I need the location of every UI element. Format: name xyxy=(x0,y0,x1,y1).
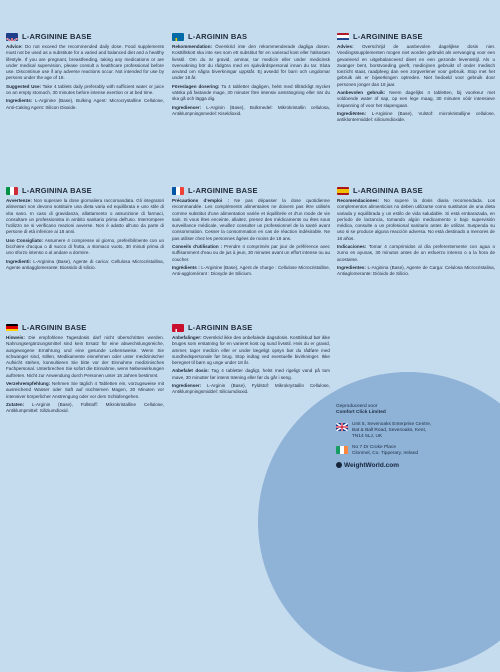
ireland-address-lines xyxy=(352,445,418,457)
ingredients-label: Ingrédients : xyxy=(172,264,200,270)
ingredients-label: Ingredienti: xyxy=(6,258,32,264)
usage-text: Tag 4 tabletter dagligt, helst med rigeligt vand på tom mave, 30 minutter før intens træning eller før du går i seng. xyxy=(172,368,331,380)
usage-paragraph xyxy=(6,238,164,257)
ingredients-text: L-Arginin (Base), Füllstoff: Mikrokristalline Cellulose, Antiklumpmittel: Siliziumdioxid. xyxy=(6,401,164,414)
address-line: Unit 5, Sevenoaks Enterprise Centre, xyxy=(352,422,432,427)
usage-label: Uso Consigliato: xyxy=(6,237,44,243)
panel-title: L-ARGININE BASE xyxy=(353,32,423,41)
advice-paragraph xyxy=(172,44,330,82)
ingredients-paragraph xyxy=(6,259,164,272)
panel-spanish xyxy=(337,185,495,280)
usage-paragraph xyxy=(172,244,330,263)
advice-text: Ne pas dépasser la dose quotidienne recommandée. Les compléments alimentaires ne doivent pas être utilisés comme substitut d'une alimentation variée et équilibrée et d'un mode de vie sain. Si vous êtes enceinte, allaitez, prenez des médicaments ou êtes sous surveillance médicale, veuillez consulter un professionnel de la santé avant consommation. Cesser la consommation en cas de réaction indésirable. Ne pas utiliser chez les personnes âgées de moins de 18 ans. xyxy=(172,198,330,241)
spain-flag-icon xyxy=(337,187,349,195)
usage-label: Verzehrempfehlung: xyxy=(6,381,51,387)
usage-label: Anbefalet dosis: xyxy=(172,368,209,374)
brand-name: WeightWorld.com xyxy=(344,462,400,469)
usage-paragraph xyxy=(6,381,164,400)
usage-label: Conseils d'utilisation : xyxy=(172,244,223,250)
advice-label: Anbefalinger: xyxy=(172,335,202,340)
usage-text: Ta 4 tabletter dagligen, helst med tillräckligt mycket vätska på fastande mage, 30 minuter före intensiv ansträngning eller när du ska gå och lägga dig. xyxy=(172,83,331,102)
panel-header xyxy=(172,185,330,196)
usage-paragraph xyxy=(172,84,330,103)
usage-paragraph xyxy=(337,90,495,109)
panel-title: L-ARGININ BASE xyxy=(188,323,253,332)
ireland-address xyxy=(336,445,486,457)
ingredients-paragraph xyxy=(6,402,164,415)
usage-text: Take 4 tablets daily preferably with sufficient water or juice on an empty stomach, 30 minutes before intense exertion or at bed time. xyxy=(6,83,164,96)
sweden-flag-icon xyxy=(172,33,184,41)
ingredients-label: Ingrediënten: xyxy=(337,110,367,116)
ingredients-paragraph xyxy=(6,98,164,111)
address-line: Clonmel, Co. Tipperary, Ireland xyxy=(352,451,419,456)
panel-header xyxy=(337,185,495,196)
ingredients-label: Ingredienser: xyxy=(172,383,202,389)
panel-header xyxy=(6,322,164,333)
advice-text: Do not exceed the recommended daily dose. Food supplements must not be used as a substitute for a varied and balanced diet and a healthy lifestyle. If you are pregnant, breastfeeding, taking any medications or are under medical supervision, please consult a healthcare professional before use. Discontinue use if any adverse reactions occur. Not intended for use by persons under the age of 18. xyxy=(6,44,164,81)
panel-header xyxy=(172,31,330,42)
ingredients-label: Ingredienser: xyxy=(172,104,202,110)
ingredients-text: L-Arginina (Base), Agente di carica: Cellulosa Microcristallina, Agente antiagglomerante: Biossido di silicio. xyxy=(6,258,164,270)
usage-label: Föreslagen dosering: xyxy=(172,83,220,89)
panel-text xyxy=(337,44,495,124)
panel-title: L-ARGININE BASE xyxy=(188,186,258,195)
panel-german xyxy=(6,322,164,417)
usage-text: Assumere 4 compresse al giorno, preferibilmente con un bicchiere d'acqua o di succo di frutta, a stomaco vuoto, 30 minuti prima di uno sforzo intenso o al andare a dormire. xyxy=(6,237,164,256)
panel-title: L-ARGININA BASE xyxy=(22,186,92,195)
germany-flag-icon xyxy=(6,324,18,332)
panel-text xyxy=(6,335,164,415)
panel-english xyxy=(6,31,164,113)
advice-label: Précautions d'emploi : xyxy=(172,198,230,203)
usage-label: Aanbevolen gebruik: xyxy=(337,90,386,96)
advice-label: Advice: xyxy=(6,44,23,49)
panel-title: L-ARGININ BASE xyxy=(22,323,87,332)
ingredients-paragraph xyxy=(172,105,330,118)
brand-website xyxy=(336,462,486,469)
advice-text: Överskrid inte den rekommenderade dagliga dosen. Kosttillskott ska inte ses som ett substitut för en varierad kost eller hälsosam livsstil. Om du är gravid, ammar, tar medicin eller under medicinsk övervakning bör du rådgöra med en sjukvårdspersonal innan du tar. Sluta använd om några biverkningar uppstår. Ej avsedd för barn och ungdomar under 18 år. xyxy=(172,44,330,81)
ireland-flag-icon xyxy=(336,446,348,454)
address-line: No 7 Dr Croke Place xyxy=(352,445,396,450)
advice-label: Rekommendation: xyxy=(172,44,213,49)
advice-paragraph xyxy=(6,198,164,236)
netherlands-flag-icon xyxy=(337,33,349,41)
panel-title: L-ARGININ BAS xyxy=(188,32,248,41)
manufacturer-contact xyxy=(336,404,486,469)
ingredients-text: L-Arginine (Base), Bulking Agent: Microcrystalline Cellulose, Anti-Caking Agent: Silicon Dioxide. xyxy=(6,98,164,110)
ingredients-text: L-Arginin (Base), Bulkmedel: Mikrokristallin cellulosa, Antiklumpningsmedel: Kiseldioxid. xyxy=(172,104,330,116)
ingredients-paragraph xyxy=(172,383,330,396)
ingredients-paragraph xyxy=(172,265,330,278)
denmark-flag-icon xyxy=(172,324,184,332)
uk-flag-icon xyxy=(6,33,18,41)
panel-header xyxy=(6,185,164,196)
address-line: Bat & Ball Road, Sevenoaks, Kent, xyxy=(352,428,427,433)
advice-text: Overschrijd de aanbevolen dagelijkse dosis niet. Voedingssupplementen mogen niet worden gebruikt als vervanging voor een gevarieerd en uitgebalanceerd dieet en een gezonde levensstijl. Als u zwanger bent, borstvoeding geeft, medicijnen gebruikt of onder medisch toezicht staat, raadpleeg dan een zorgverlener voor gebruik. Stop met het gebruik als er bijwerkingen optreden. Niet bedoeld voor gebruik door personen jonger dan 18 jaar. xyxy=(337,44,495,87)
ingredients-text: L-Arginina (Base), Agente de Carga: Celulosa Microcristalina, Antiaglomerante: Dióxido de Silicio. xyxy=(337,264,495,277)
panel-swedish xyxy=(172,31,330,119)
panel-header xyxy=(6,31,164,42)
panel-text xyxy=(172,335,330,396)
uk-address-lines xyxy=(352,422,431,440)
produced-for-label: Geproduceerd voor xyxy=(336,404,378,409)
usage-label: Suggested Use: xyxy=(6,83,42,89)
panel-dutch xyxy=(337,31,495,126)
panel-danish xyxy=(172,322,330,398)
address-line: TN14 5LJ, UK xyxy=(352,434,383,439)
panel-title: L-ARGININA BASE xyxy=(353,186,423,195)
advice-paragraph xyxy=(6,44,164,82)
panel-title: L-ARGININE BASE xyxy=(22,32,92,41)
ingredients-paragraph xyxy=(337,265,495,278)
advice-paragraph xyxy=(6,335,164,379)
usage-paragraph xyxy=(172,368,330,381)
advice-text: Die empfohlene Tagesdosis darf nicht überschritten werden. Nahrungsergänzungsmittel sind kein Ersatz für eine abwechslungsreiche, ausgewogene Ernährung und eine gesunde Lebensweise. Wenn Sie schwanger sind, stillen, Medikamente einnehmen oder unter medizinischer Aufsicht stehen, konsultieren Sie bitte vor der Einnahme medizinisches Fachpersonal. Unterbrechen Sie sofort die Einnahme, wenn Nebenwirkungen auftreten. Nicht zur Anwendung durch Personen unter 18 Jahren bestimmt. xyxy=(6,335,164,378)
panel-text xyxy=(172,198,330,278)
usage-paragraph xyxy=(337,244,495,263)
ingredients-text: L-Arginin (Base), Fyldstof: Mikrokrystallin Cellulose, Antiklumpningsmiddel: Siliciumdioxid. xyxy=(172,383,330,395)
ingredients-label: Ingredientes: xyxy=(337,264,366,270)
advice-paragraph xyxy=(172,335,330,366)
usage-text: Neem dagelijks 4 tabletten, bij voorkeur met voldoende water of sap, op een lege maag, 30 minuten vóór intensieve inspanning of voor het slapengaan. xyxy=(337,90,495,108)
ingredients-label: Zutaten: xyxy=(6,401,25,407)
ingredients-text: L-Arginine (Base), Vulstof: microkristallijne cellulose, antiklontermiddel: siliciumdioxide. xyxy=(337,110,495,123)
ingredients-text: L-Arginine (Base), Agent de charge : Cellulose Microcristalline, Anti-agglomérant : Dioxyde de Silicium. xyxy=(172,264,330,277)
usage-text: Tomar 4 comprimidos al día preferentemente con agua o zumo en ayunas, 30 minutos antes de un esfuerzo intenso o a la hora de acostarse. xyxy=(337,244,495,262)
panel-italian xyxy=(6,185,164,273)
advice-label: Advies: xyxy=(337,44,354,49)
italy-flag-icon xyxy=(6,187,18,195)
advice-label: Avvertenze: xyxy=(6,198,32,203)
france-flag-icon xyxy=(172,187,184,195)
panel-french xyxy=(172,185,330,280)
panel-header xyxy=(172,322,330,333)
ingredients-label: Ingredients: xyxy=(6,98,33,104)
advice-label: Recomendaciones: xyxy=(337,198,380,203)
panel-text xyxy=(6,198,164,271)
usage-paragraph xyxy=(6,84,164,97)
advice-label: Hinweis: xyxy=(6,335,25,340)
uk-address xyxy=(336,422,486,440)
advice-paragraph xyxy=(337,44,495,88)
usage-text: Nehmen Sie täglich 4 Tabletten ein, vorzugsweise mit ausreichend Wasser oder Saft auf nüchternen Magen, 30 Minuten vor intensiver körperlicher Anstrengung oder vor dem Schlafengehen. xyxy=(6,381,164,399)
usage-label: Indicaciones: xyxy=(337,244,367,250)
panel-text xyxy=(6,44,164,111)
panel-text xyxy=(337,198,495,278)
brand-logo-icon xyxy=(336,462,342,468)
usage-text: Prendre 4 comprimés par jour de préférence avec suffisamment d'eau ou de jus à jeun, 30 minutes avant un effort intense ou au coucher. xyxy=(172,244,330,262)
advice-text: No supere la dosis diaria recomendada. Los complementos alimenticios no deben utilizarse como sustitutos de una dieta variada y equilibrada y un estilo de vida saludable. Si está embarazada, en período de lactancia, tomando algún medicamento o bajo supervisión médica, consulte a un profesional sanitario antes de utilizar. Suspenda su uso si se produce alguna reacción adversa. No está destinado a menores de 18 años. xyxy=(337,198,495,241)
ingredients-paragraph xyxy=(337,111,495,124)
company-name: Comfort Click Limited xyxy=(336,410,386,415)
panel-header xyxy=(337,31,495,42)
advice-text: Non superare la dose giornaliera raccomandata. Gli integratori alimentari non devono sostituire una dieta varia ed equilibrata e uno stile di vita sano. In caso di gravidanza, allattamento o assunzione di farmaci, consultare un professionista in ambito sanitario prima dell'uso. Interrompere l'utilizzo se si verificano reazioni avverse. Non è adatto all'uso da parte di persone di età inferiore ai 18 anni. xyxy=(6,198,164,235)
uk-flag-icon xyxy=(336,423,348,431)
advice-text: Overskrid ikke den anbefalede dagsdosis. Kosttilskud bør ikke bruges som erstatning for en varieret kost og sund livsstil. Hvis du er gravid, ammer, tager medicin eller er under lægeligt opsyn bør du rådføre med sundhedspersonale før brug. Stop indtag ved eventuelle bivirkninger. Ikke beregnet til børn og unge under 18 år. xyxy=(172,335,330,366)
advice-paragraph xyxy=(172,198,330,242)
advice-paragraph xyxy=(337,198,495,242)
panel-text xyxy=(172,44,330,117)
